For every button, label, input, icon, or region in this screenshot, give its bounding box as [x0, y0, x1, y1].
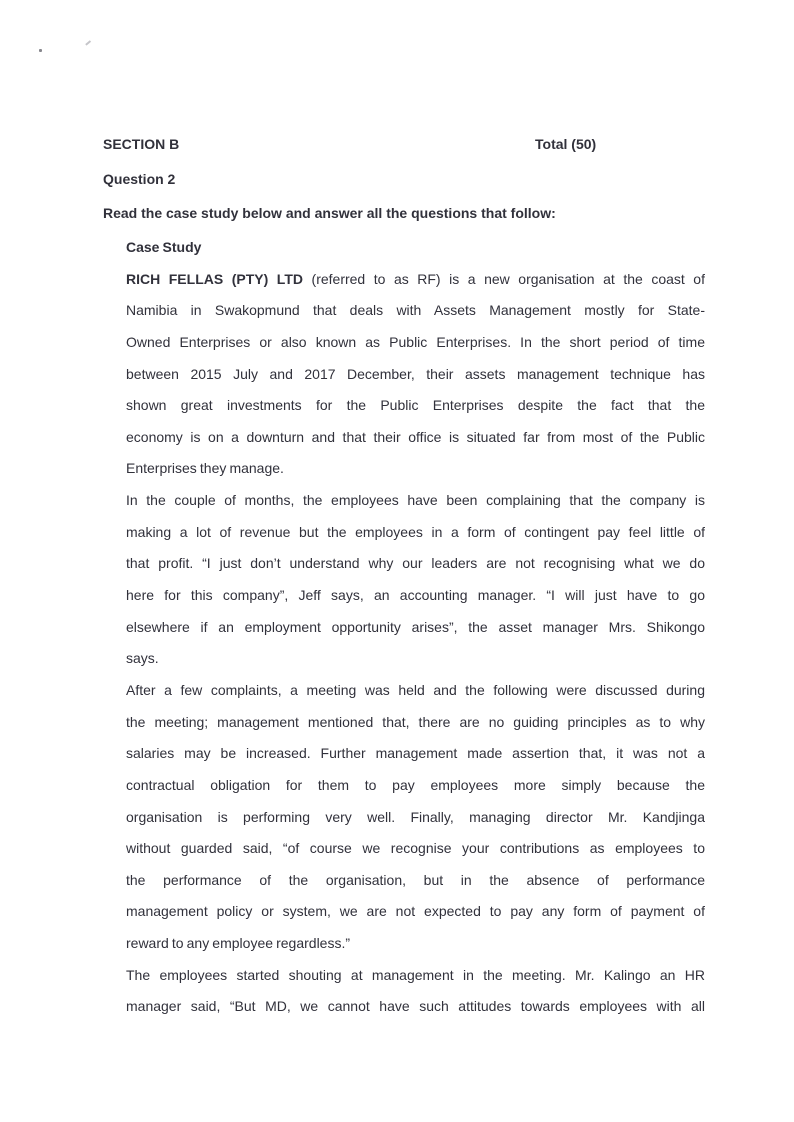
case-study-paragraph — [126, 675, 705, 960]
text-line: making a lot of revenue but the employees in a form of contingent pay feel little of — [126, 523, 705, 540]
question-heading: Question 2 — [103, 171, 176, 187]
text-line: shown great investments for the Public Enterprises despite the fact that the — [126, 397, 705, 414]
text-line: reward to any employee regardless.” — [126, 935, 351, 952]
text-line: The employees started shouting at management in the meeting. Mr. Kalingo an HR — [126, 966, 705, 983]
text-line: elsewhere if an employment opportunity arises”, the asset manager Mrs. Shikongo — [126, 618, 705, 635]
case-study-paragraph — [126, 485, 705, 675]
text-line: says. — [126, 650, 159, 667]
text-line: management policy or system, we are not expected to pay any form of payment of — [126, 903, 705, 920]
text-line: In the couple of months, the employees have been complaining that the company is — [126, 492, 705, 509]
case-study-body — [126, 232, 705, 1023]
text-line: the performance of the organisation, but in the absence of performance — [126, 871, 705, 888]
text-line: Namibia in Swakopmund that deals with Assets Management mostly for State- — [126, 302, 705, 319]
text-line: here for this company”, Jeff says, an accounting manager. “I will just have to go — [126, 587, 705, 604]
text-line: without guarded said, “of course we recognise your contributions as employees to — [126, 840, 705, 857]
case-study-paragraph — [126, 960, 705, 1023]
text-line: that profit. “I just don’t understand why our leaders are not recognising what we do — [126, 555, 705, 572]
text-line: manager said, “But MD, we cannot have such attitudes towards employees with all — [126, 998, 705, 1015]
instruction-text: Read the case study below and answer all the questions that follow: — [103, 205, 556, 221]
text-line: Owned Enterprises or also known as Public Enterprises. In the short period of time — [126, 333, 705, 350]
case-study-title: Case Study — [126, 239, 202, 255]
text-line: RICH FELLAS (PTY) LTD (referred to as RF) is a new organisation at the coast of — [126, 270, 705, 287]
text-line: After a few complaints, a meeting was held and the following were discussed during — [126, 681, 705, 698]
scan-artifact-dot — [39, 49, 42, 52]
company-name-bold: RICH FELLAS (PTY) LTD — [126, 270, 303, 287]
scan-artifact-mark — [85, 40, 91, 45]
text-line: salaries may be increased. Further management made assertion that, it was not a — [126, 745, 705, 762]
total-marks-label: Total (50) — [535, 136, 597, 152]
text-line: Enterprises they manage. — [126, 460, 284, 477]
text-line: contractual obligation for them to pay employees more simply because the — [126, 776, 705, 793]
text-line: economy is on a downturn and that their office is situated far from most of the Public — [126, 428, 705, 445]
case-study-paragraph — [126, 264, 705, 485]
text-line: between 2015 July and 2017 December, their assets management technique has — [126, 365, 705, 382]
text-line: organisation is performing very well. Finally, managing director Mr. Kandjinga — [126, 808, 705, 825]
section-heading: SECTION B — [103, 136, 180, 152]
text-line: the meeting; management mentioned that, there are no guiding principles as to why — [126, 713, 705, 730]
